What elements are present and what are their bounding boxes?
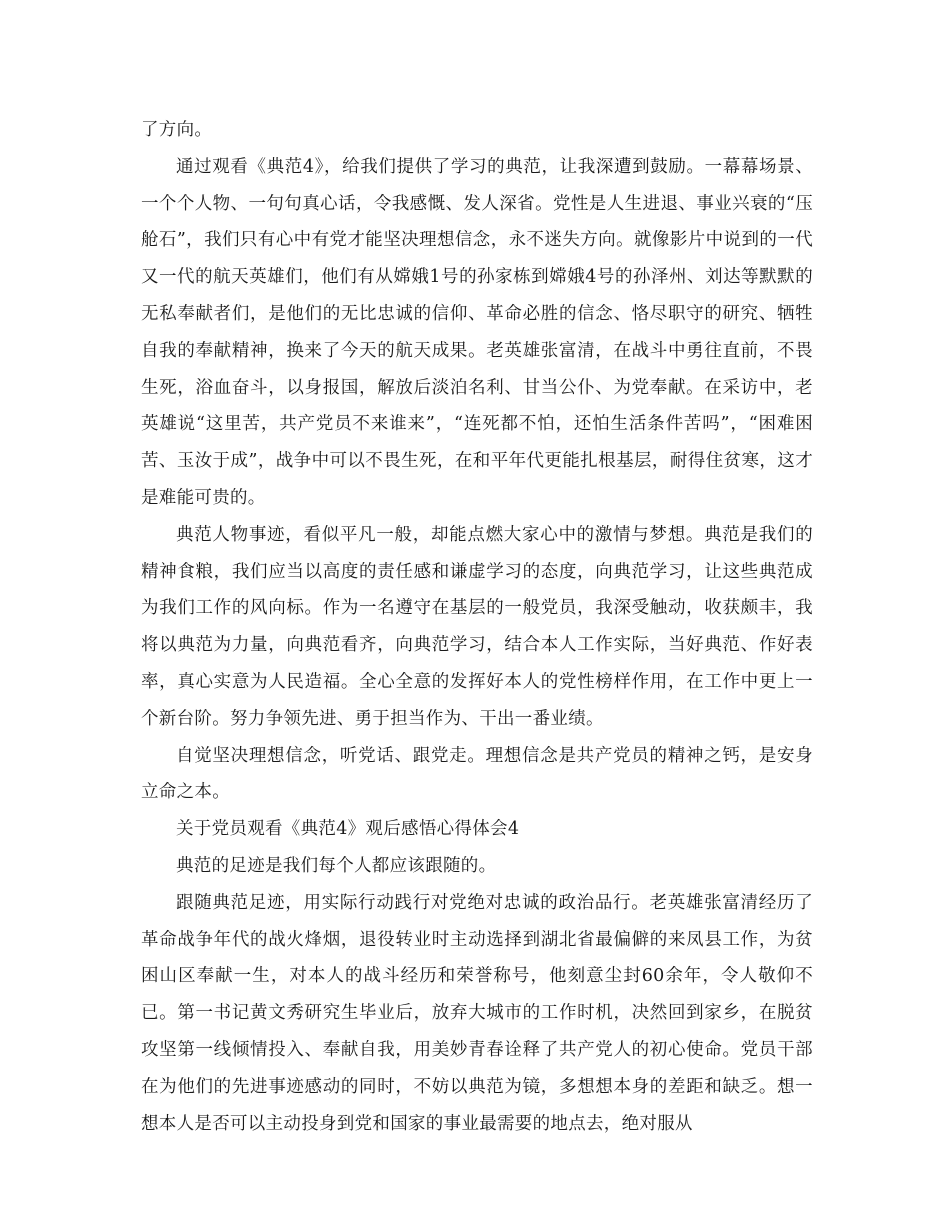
paragraph-follow-footsteps: 跟随典范足迹，用实际行动践行对党绝对忠诚的政治品行。老英雄张富清经历了革命战争年代的战火烽烟，退役转业时主动选择到湖北省最偏僻的来凤县工作，为贫困山区奉献一生，对本人的战斗经历和荣誉称号，他刻意尘封60余年，令人敬仰不已。第一书记黄文秀研究生毕业后，放弃大城市的工作时机，决然回到家乡，在脱贫攻坚第一线倾情投入、奉献自我，用美妙青春诠释了共产党人的初心使命。党员干部在为他们的先进事迹感动的同时，不妨以典范为镜，多想想本身的差距和缺乏。想一想本人是否可以主动投身到党和国家的事业最需要的地点去，绝对服从 [141,892,813,1134]
paragraph-ideals-belief: 自觉坚决理想信念，听党话、跟党走。理想信念是共产党员的精神之钙，是安身立命之本。 [141,745,813,803]
paragraph-watching-reflection: 通过观看《典范4》，给我们提供了学习的典范，让我深遭到鼓励。一幕幕场景、一个个人物、一句句真心话，令我感慨、发人深省。党性是人生进退、事业兴衰的“压舱石”，我们只有心中有党才能坚决理想信念，永不迷失方向。就像影片中说到的一代又一代的航天英雄们，他们有从嫦娥1号的孙家栋到嫦娥4号的孙泽州、刘达等默默的无私奉献者们，是他们的无比忠诚的信仰、革命必胜的信念、恪尽职守的研究、牺牲自我的奉献精神，换来了今天的航天成果。老英雄张富清，在战斗中勇往直前，不畏生死，浴血奋斗，以身报国，解放后淡泊名利、甘当公仆、为党奉献。在采访中，老英雄说“这里苦，共产党员不来谁来”，“连死都不怕，还怕生活条件苦吗”，“困难困苦、玉汝于成”，战争中可以不畏生死，在和平年代更能扎根基层，耐得住贫寒，这才是难能可贵的。 [141,156,813,508]
paragraph-role-model-deeds: 典范人物事迹，看似平凡一般，却能点燃大家心中的激情与梦想。典范是我们的精神食粮，我们应当以高度的责任感和谦虚学习的态度，向典范学习，让这些典范成为我们工作的风向标。作为一名遵守在基层的一般党员，我深受触动，收获颇丰，我将以典范为力量，向典范看齐，向典范学习，结合本人工作实际，当好典范、作好表率，真心实意为人民造福。全心全意的发挥好本人的党性榜样作用，在工作中更上一个新台阶。努力争领先进、勇于担当作为、干出一番业绩。 [141,524,813,729]
document-body [141,112,813,1142]
paragraph-footsteps-intro: 典范的足迹是我们每个人都应该跟随的。 [176,855,497,876]
paragraph-continuation: 了方向。 [141,120,213,140]
section-heading: 关于党员观看《典范4》观后感悟心得体会4 [176,819,520,840]
